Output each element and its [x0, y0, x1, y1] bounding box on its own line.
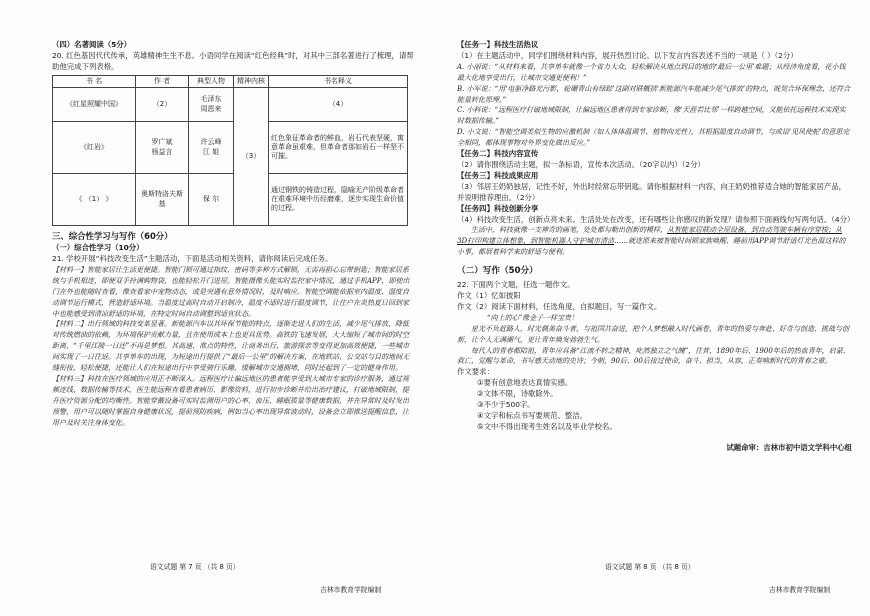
sample-underlined-1: 从智能家居联动全屋设备，到自动驾驶车辆有序穿梭；: [667, 226, 835, 235]
cell-author: （2）: [136, 88, 189, 122]
task1-question: （1）在主题活动中，同学们围绕材料内容，展开热烈讨论。以下发言内容表述不当的一项是（ ）（2分）: [457, 50, 798, 60]
exam-page-8: [435, 0, 870, 616]
essay-material-2: 每代人的青春都陪祖，青年应具备“江流不转之精神，叱然独立之气魄”，往昔，1890年后、1900年后的热血青年，启蒙、救亡，觉醒与革命，书写感天动地的史诗；今朝，90后、00后接过使命，奋斗、担当，从容，正奏响新时代的青春之歌。: [457, 346, 850, 366]
publisher-footer: 吉林市教育学院编制: [320, 586, 382, 594]
sample-text: 生活中，科技就像一支神奇的画笔，处处都勾勒出创新的模样，: [471, 226, 667, 235]
option-d: D. 小文说：“智能空调类似生物的应激机制（如人体体温调节、植物向光性），其根据温度自动调节，与成语‘见风使舵’的意思完全相同，都体现事物对外界变化做出反应。”: [457, 128, 850, 148]
material-3: 【材料三】科技在医疗领域的应用正不断深入。远程医疗让偏远地区的患者能享受到大城市专家的诊疗服务，通过视频连线、数据传输等技术，医生能远程查看患者病历、影像资料，进行初步诊断并给出治疗建议，打破地域限制，提升医疗资源分配的均衡性。智能穿戴设备可实时监测用户的心率、血压、睡眠质量等健康数据，并在异常时及时发出预警，用户可以随时掌握自身健康状况，提前预防疾病，例如当心率出现异常波动时，设备会立即推送提醒信息，让用户及时关注身体变化。: [52, 375, 409, 427]
table-header-note: 书名释义: [269, 75, 408, 87]
material-2: 【材料二】出行领域的科技变革显著。新能源汽车以其环保节能的特点，逐渐走进人们的生活，减少尾气排放，降低对传统燃油的依赖，为环境保护贡献力量，且在使用成本上也更具优势。高铁的飞速发展，大大缩短了城市间的时空距离，“千里江陵一日还”不再是梦想。其高速、准点的特性，让商务出行、旅游探亲等变得更加高效便捷，一些城市间实现了一日往返。共享单车的出现，为短途出行提供了“最后一公里”的解决方案，在地铁站、公交站与目的地间无缝衔接，轻松便捷，还能让人们在短途出行中享受骑行乐趣，缓解城市交通拥堵，同时还起到了一定的健身作用。: [52, 320, 410, 373]
table-header-title: 书 名: [53, 75, 136, 87]
publisher-footer: 吉林市教育学院编制: [769, 586, 831, 594]
task2-question: （2）请你围绕活动主题，拟一条标语，宣传本次活动。（20字以内）（2分）: [457, 159, 705, 169]
essay-material-1: 星光不负赶路人，时光偶美奋斗者，与祖国共奋进，把个人梦想融入时代画卷，青年的热爱与奔赴、好奇与创造、挑战与创新，让个人无满潮气，更让青年焕发勃勃生气。: [457, 324, 849, 344]
table-row: [53, 174, 408, 226]
cell-author: 奥斯特洛夫斯基: [136, 174, 189, 226]
section-heading-classics: （四）名著阅读（5分）: [52, 40, 132, 49]
option-c: C. 小科说：“远程医疗打破地域限制，让偏远地区患者得到专家诊断，像‘天涯若比邻’一样跨越空间，又能依托远程技术实现实时数据传输。”: [457, 106, 846, 126]
cell-note: （4）: [269, 88, 408, 122]
part3-subheading: （一）综合性学习（10分）: [52, 243, 144, 253]
part3-heading: 三、综合性学习与写作（60分）: [52, 231, 173, 242]
cell-core: （3）: [234, 88, 269, 226]
table-row: [53, 122, 408, 174]
option-a: A. 小丽说：“从材料来看，共享单车就像一个省力大众，轻松解决从地点到目的地的‘最后一公里’难题；从经济角度看，花小钱最大化地享受出行，让城市交通更便利！”: [457, 62, 846, 82]
task3-question: （3）邻居王奶奶独居，记性不好，外出时经常忘带钥匙。请你根据材料一内容，向王奶奶推荐适合她的智能家居产品，并说明推荐理由。（2分）: [457, 181, 847, 202]
task1-title: 【任务一】科技生活热议: [457, 40, 539, 49]
essay-quote: “向上的心”像金子一样宝贵！: [487, 313, 579, 322]
task3-title: 【任务三】科技成果应用: [457, 170, 539, 180]
task2-title: 【任务二】科技内容宣传: [457, 149, 539, 159]
requirement-item: ④文字和标点书写要规范、整洁。: [477, 411, 588, 420]
writing-heading: （二）写作（50分）: [457, 266, 538, 277]
cell-author: 罗广斌 杨益言: [136, 122, 189, 174]
requirement-item: ⑤文中不得出现考生姓名以及毕业学校名。: [477, 421, 617, 431]
page-footer: 语文试题 第 8 页 （共 8 页）: [605, 563, 695, 571]
table-header-row: [53, 75, 408, 87]
cell-title: 《 （1） 》: [53, 174, 136, 226]
cell-figure: 毛泽东 周恩来: [189, 88, 234, 122]
page-footer: 语文试题 第 7 页 （共 8 页）: [150, 563, 240, 571]
requirement-item: ③不少于500字。: [477, 400, 535, 410]
requirement-item: ①要有创意地表达真情实感。: [477, 378, 573, 388]
table-header-author: 作 者: [136, 75, 189, 87]
sample-underlined-2: 从3D打印构建立体想象，到智能机器人守护城市清洁: [457, 226, 842, 246]
option-b: B. 小军说：“用‘电驱净路光污影，轮碾青山有绿踪’这副对联概括‘新能源汽车能减少尾气排放’的特点，既契合环保理念，还符合能量转化原理。”: [457, 84, 851, 104]
task4-question: （4）科技改变生活，创新点亮未来。生活处处在改变，还有哪些让你感叹的新发现？请参照下面画线句写两句话。（4分）: [457, 214, 855, 224]
requirements-title: 作文要求：: [457, 367, 494, 377]
classics-table: [52, 75, 408, 226]
essay-option-1: 作文（1）忆如披阳: [457, 291, 521, 301]
task4-title: 【任务四】科技创新分享: [457, 203, 539, 213]
essay-option-2: 作文（2）阅读下面材料，任选角度，自拟题目，写一篇作文。: [457, 301, 662, 311]
cell-note: 通过钢铁的铸造过程，隐喻无产阶级革命者在艰难环境中历经磨难，逐步实现生命价值的过程。: [269, 174, 408, 226]
table-header-core: 精神内核: [234, 75, 269, 87]
requirement-item: ②文体不限，诗歌除外。: [477, 389, 558, 399]
exam-credit: 试题命审：吉林市初中语文学科中心组: [726, 442, 852, 452]
table-header-figure: 典型人物: [189, 75, 234, 87]
task4-sample-passage: [457, 225, 852, 258]
cell-note: 红色象征革命者的鲜血，岩石代表坚硬，寓意革命虽艰难，但革命者那如岩石一样坚不可摧。: [269, 122, 408, 174]
sample-text: ……就连原来被智能时间锁家族唤醒、睡前用APP调节舒适灯光色温这样的小事，都展着科学来的舒适与便利。: [457, 237, 846, 257]
cell-figure: 许云峰 江 姐: [189, 122, 234, 174]
material-1: 【材料一】智能家居让生活更便捷。智能门锁可通过指纹、密码等多种方式解锁，无需再担心忘带钥匙；智能家居系统与手机相连，即便双手拎满购物袋，也能轻松开门进屋。智能摄像头能实时监控家中情况，通过手机APP，即使出门在外也能随时查看，像查看家中宠物动态，或是突遇有意外情况时，及时响应。智能空调能依据室内温度、湿度自动调节运行模式，营造舒适环境。当温度过高时自动开启制冷，温度不适时进行温度调节，让住户在炎热夏日回到家中也能感受到清凉舒适的环境，在特定时间自动调整到适宜状态。: [52, 265, 410, 318]
cell-figure: 保 尔: [189, 174, 234, 226]
table-row: [53, 88, 408, 122]
cell-title: 《红岩》: [53, 122, 136, 174]
question-22-intro: 22. 下面两个文题，任选一题作文。: [457, 280, 575, 290]
cell-title: 《红星照耀中国》: [53, 88, 136, 122]
question-21-intro: 21. 学校开展“科技改变生活”主题活动，下面是活动相关资料，请你阅读后完成任务。: [52, 254, 333, 264]
question-20-intro: 20. 红色基因代代传承，英雄精神生生不息。小语同学在阅读“红色经典”时，对其中三部名著进行了梳理，请帮助他完成下列表格。: [52, 50, 414, 71]
